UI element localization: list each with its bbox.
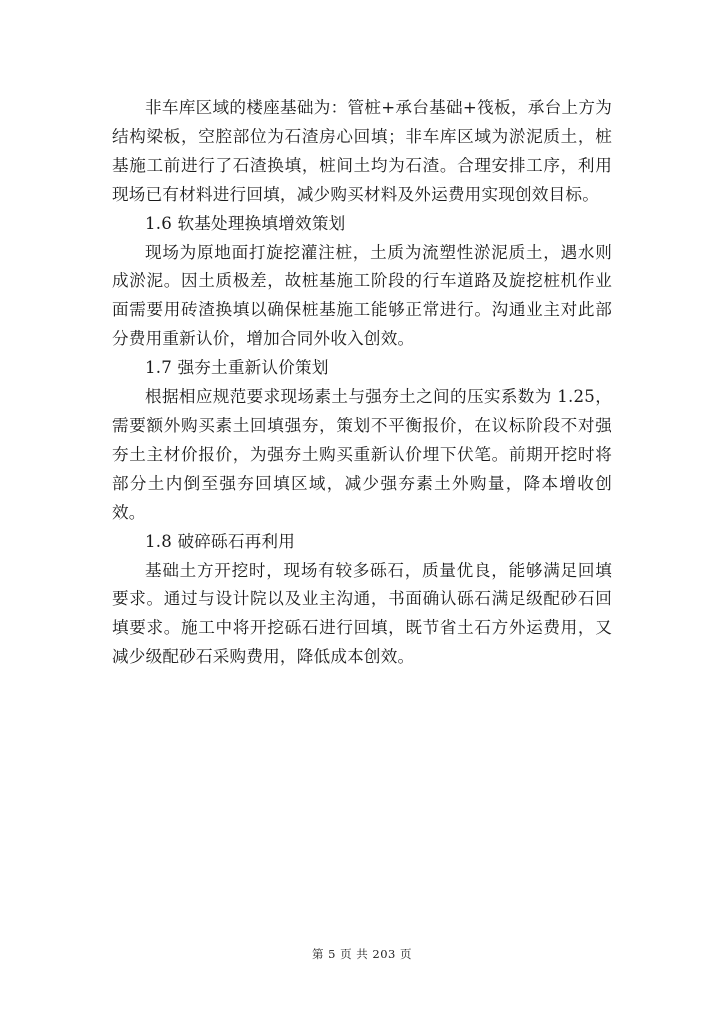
page-footer: 第 5 页 共 203 页 (311, 947, 413, 961)
heading-1-8: 1.8 破碎砾石再利用 (145, 531, 296, 551)
heading-1-7: 1.7 强夯土重新认价策划 (145, 358, 329, 378)
document-body (112, 94, 612, 672)
paragraph-dynamic-compaction: 根据相应规范要求现场素土与强夯土之间的压实系数为 1.25，需要额外购买素土回填强夯，策划不平衡报价，在议标阶段不对强夯土主材价报价，为强夯土购买重新认价埋下伏笔。前期开挖时将部分土内倒至强夯回填区域，减少强夯素土外购量，降本增收创效。 (112, 387, 612, 522)
paragraph-foundation: 非车库区域的楼座基础为：管桩+承台基础+筏板，承台上方为结构梁板，空腔部位为石渣房心回填；非车库区域为淤泥质土，桩基施工前进行了石渣换填，桩间土均为石渣。合理安排工序，利用现场已有材料进行回填，减少购买材料及外运费用实现创效目标。 (112, 98, 612, 204)
heading-1-6: 1.6 软基处理换填增效策划 (145, 213, 346, 233)
paragraph-gravel-reuse: 基础土方开挖时，现场有较多砾石，质量优良，能够满足回填要求。通过与设计院以及业主沟通，书面确认砾石满足级配砂石回填要求。施工中将开挖砾石进行回填，既节省土石方外运费用，又减少级配砂石采购费用，降低成本创效。 (112, 560, 612, 667)
paragraph-soft-foundation: 现场为原地面打旋挖灌注桩，土质为流塑性淤泥质土，遇水则成淤泥。因土质极差，故桩基施工阶段的行车道路及旋挖桩机作业面需要用砖渣换填以确保桩基施工能够正常进行。沟通业主对此部分费用重新认价，增加合同外收入创效。 (112, 242, 612, 349)
